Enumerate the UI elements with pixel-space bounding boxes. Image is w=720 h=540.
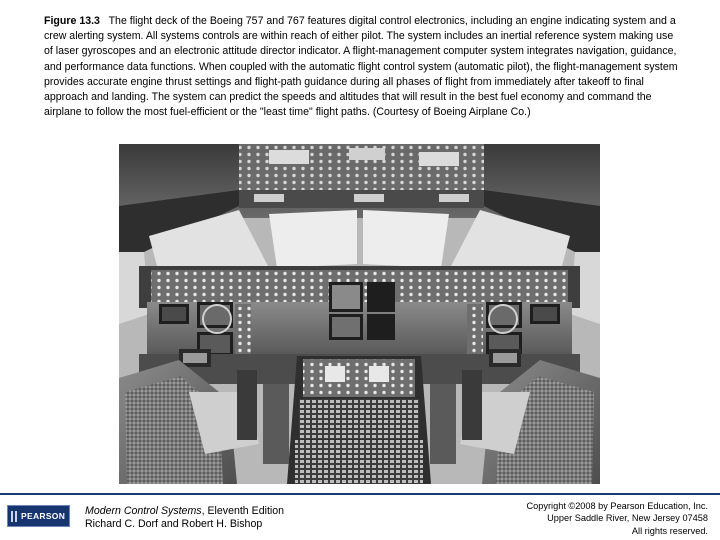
book-edition: , Eleventh Edition — [201, 505, 285, 517]
publisher-logo — [7, 505, 70, 527]
cockpit-photo — [119, 144, 600, 484]
caption-text: The flight deck of the Boeing 757 and 767 features digital control electronics, including an engine indicating system and a crew alerting system. All systems controls are within reach of either pilot. The system includes an inertial reference system making use of laser gyroscopes and an electronic attitude director indicator. A flight-management computer system integrates navigation, guidance, and performance data functions. When coupled with the automatic flight control system (automatic pilot), the flight-management system provides accurate engine thrust settings and flight-path guidance during all phases of flight from immediately after takeoff to final approach and landing. The system can predict the speeds and altitudes that will result in the best fuel economy and command the airplane to follow the most fuel-efficient or the "least time" flight paths. (Courtesy of Boeing Airplane Co.) — [44, 15, 678, 119]
figure-label: Figure 13.3 — [44, 15, 100, 27]
copyright-notice — [527, 500, 708, 537]
book-authors: Richard C. Dorf and Robert H. Bishop — [85, 518, 263, 530]
logo-mark-icon — [11, 511, 17, 522]
copyright-line-3: All rights reserved. — [631, 525, 708, 536]
copyright-line-2: Upper Saddle River, New Jersey 07458 — [547, 513, 708, 524]
figure-caption — [44, 14, 684, 120]
book-title: Modern Control Systems — [85, 505, 202, 517]
copyright-line-1: Copyright ©2008 by Pearson Education, Inc. — [526, 501, 708, 511]
book-citation — [85, 505, 284, 531]
logo-text: PEARSON — [21, 511, 66, 521]
footer-divider — [0, 493, 720, 495]
